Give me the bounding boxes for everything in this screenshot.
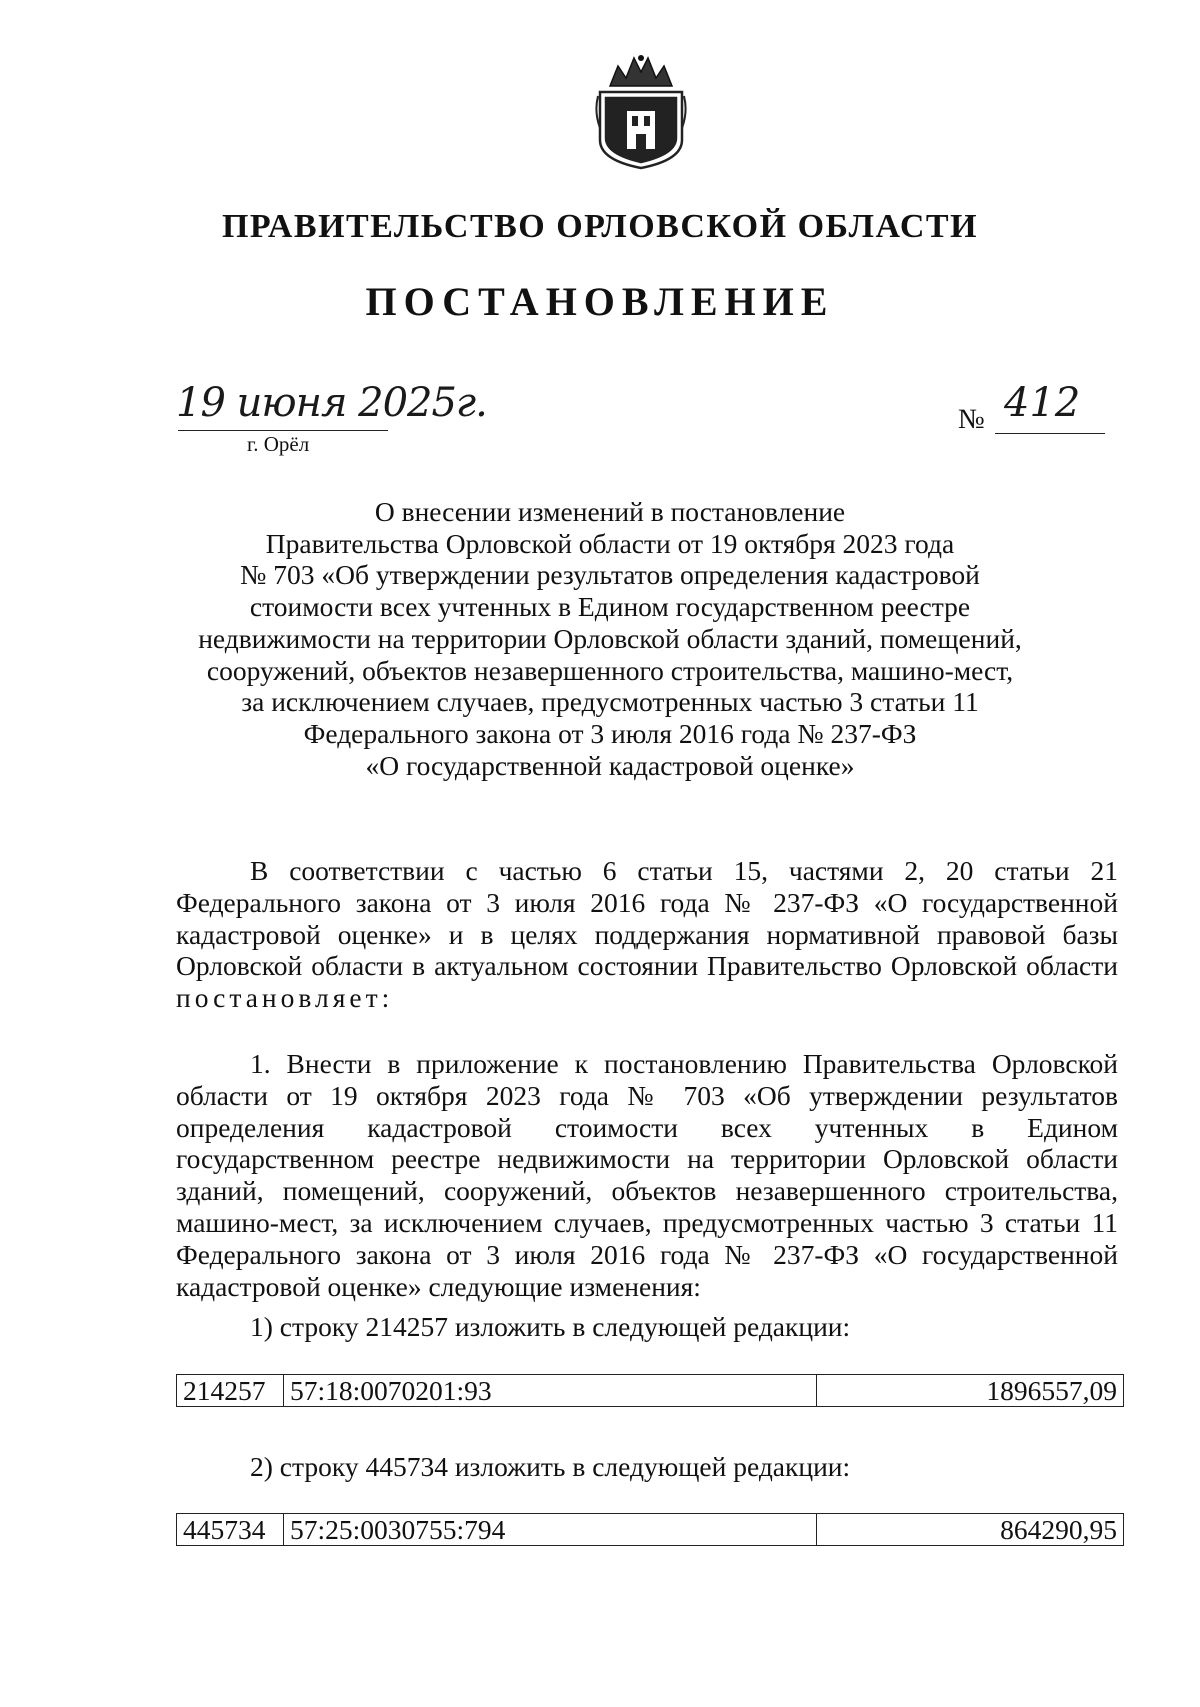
row-index-cell: 214257 [177, 1375, 284, 1407]
number-sign: № [958, 404, 985, 435]
item1-line: машино-мест, за исключением случаев, предусмотренных частью 3 статьи 11 [176, 1206, 1118, 1238]
title-line: сооружений, объектов незавершенного строительства, машино-мест, [206, 654, 1014, 686]
preamble-line: кадастровой оценке» и в целях поддержания нормативной правовой базы [176, 918, 1118, 950]
title-line: Федерального закона от 3 июля 2016 года № 237-ФЗ [303, 717, 917, 749]
subitem-1-text: 1) строку 214257 изложить в следующей редакции: [250, 1311, 851, 1342]
city-name: г. Орёл [247, 432, 310, 456]
title-line: недвижимости на территории Орловской области зданий, помещений, [198, 622, 1022, 654]
item1-paragraph [176, 1048, 1118, 1302]
table-row [177, 1375, 1124, 1407]
preamble-line: В соответствии с частью 6 статьи 15, частями 2, 20 статьи 21 [250, 855, 1118, 886]
title-line: Правительства Орловской области от 19 октября 2023 года [265, 527, 955, 559]
title-line: О внесении изменений в постановление [374, 496, 846, 527]
item1-line: зданий, помещений, сооружений, объектов незавершенного строительства, [176, 1175, 1118, 1207]
replacement-row-1 [176, 1374, 1124, 1407]
item1-line: кадастровой оценке» следующие изменения: [176, 1270, 701, 1302]
date-handwritten: 19 июня 2025г. [176, 380, 487, 426]
item1-line: определения кадастровой стоимости всех учтенных в Едином [176, 1111, 1118, 1143]
item1-line: 1. Внести в приложение к постановлению Правительства Орловской [250, 1048, 1118, 1079]
number-underline [995, 433, 1105, 434]
subitem-2-text: 2) строку 445734 изложить в следующей редакции: [250, 1451, 851, 1482]
title-line: стоимости всех учтенных в Едином государственном реестре [249, 591, 971, 623]
item1-line: Федерального закона от 3 июля 2016 года № 237-ФЗ «О государственной [176, 1238, 1118, 1270]
title-line: № 703 «Об утверждении результатов определения кадастровой [240, 559, 980, 591]
cadastral-value-cell: 864290,95 [817, 1514, 1124, 1546]
title-line: «О государственной кадастровой оценке» [365, 749, 855, 781]
date-underline [178, 430, 388, 431]
document-type: ПОСТАНОВЛЕНИЕ [365, 279, 835, 324]
cadastral-value-cell: 1896557,09 [817, 1375, 1124, 1407]
preamble-line: Орловской области в актуальном состоянии Правительство Орловской области [176, 950, 1118, 982]
preamble-line: Федерального закона от 3 июля 2016 года № 237-ФЗ «О государственной [176, 886, 1118, 918]
document-title [170, 496, 1050, 781]
row-index-cell: 445734 [177, 1514, 284, 1546]
number-handwritten: 412 [1004, 380, 1081, 426]
preamble-line: постановляет: [176, 982, 394, 1014]
coat-of-arms-icon [592, 52, 690, 170]
item1-line: государственном реестре недвижимости на территории Орловской области [176, 1143, 1118, 1175]
cadastral-number-cell: 57:18:0070201:93 [284, 1375, 817, 1407]
replacement-row-2 [176, 1513, 1124, 1546]
preamble-paragraph [176, 855, 1118, 1014]
table-row [177, 1514, 1124, 1546]
title-line: за исключением случаев, предусмотренных частью 3 статьи 11 [241, 686, 979, 718]
cadastral-number-cell: 57:25:0030755:794 [284, 1514, 817, 1546]
organization-name: ПРАВИТЕЛЬСТВО ОРЛОВСКОЙ ОБЛАСТИ [221, 208, 979, 245]
item1-line: области от 19 октября 2023 года № 703 «Об утверждении результатов [176, 1079, 1118, 1111]
